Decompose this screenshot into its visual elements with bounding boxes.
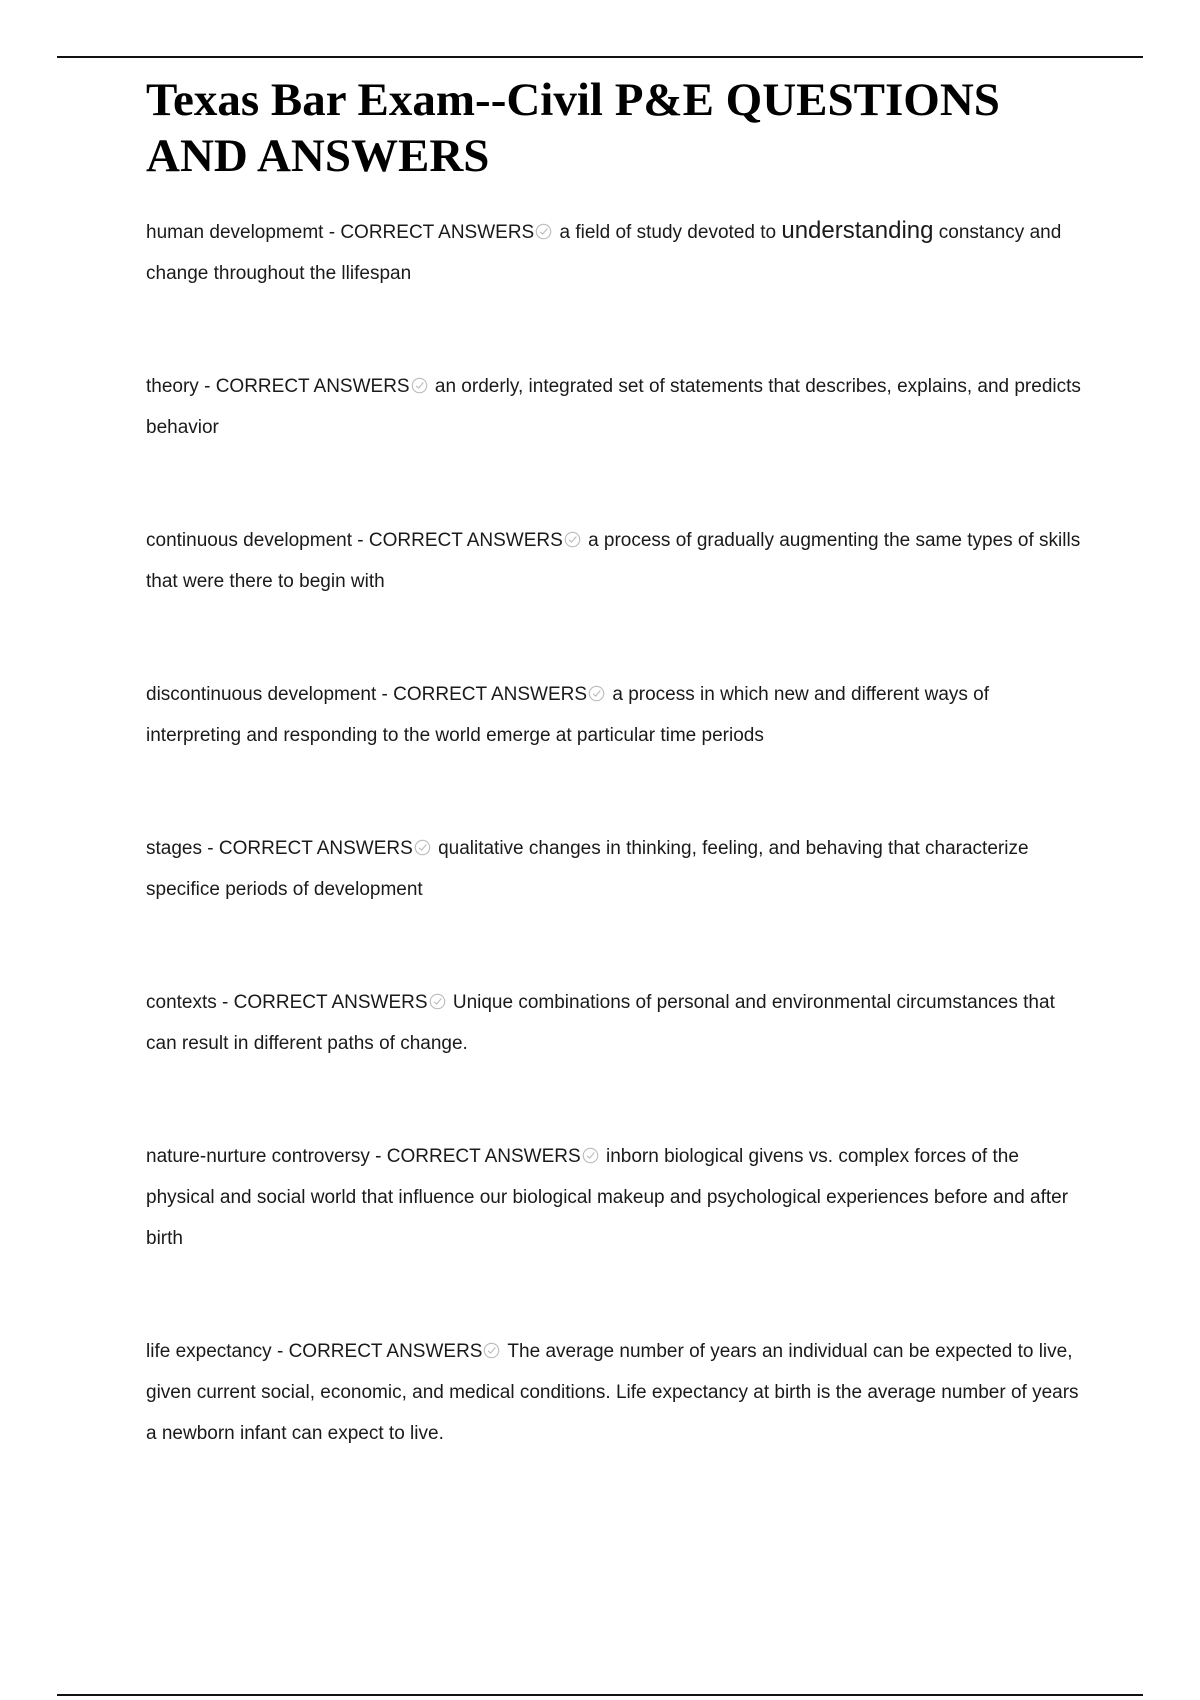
definition: qualitative changes in thinking, feeling, and behaving that characterize specifice periods of development — [146, 838, 1029, 900]
definition-emphasis: understanding — [781, 217, 934, 244]
definition: a process of gradually augmenting the same types of skills that were there to begin with — [146, 530, 1081, 592]
qa-entry — [146, 982, 1086, 1064]
answer-marker: CORRECT ANSWERS — [233, 992, 428, 1013]
answer-marker: CORRECT ANSWERS — [386, 1146, 581, 1167]
check-circle-icon — [564, 531, 581, 548]
term: continuous development — [146, 530, 352, 551]
term: human developmemt — [146, 222, 324, 243]
separator: - — [201, 838, 219, 859]
check-circle-icon — [535, 223, 552, 240]
separator: - — [216, 992, 234, 1013]
check-circle-icon — [429, 993, 446, 1010]
term: nature-nurture controversy — [146, 1146, 370, 1167]
qa-entry — [146, 1331, 1086, 1454]
qa-entry — [146, 520, 1086, 602]
answer-marker: CORRECT ANSWERS — [368, 530, 563, 551]
check-circle-icon — [582, 1147, 599, 1164]
answer-marker: CORRECT ANSWERS — [215, 376, 410, 397]
term: contexts — [146, 992, 217, 1013]
definition: inborn biological givens vs. complex forces of the physical and social world that influence our biological makeup and psychological experiences before and after birth — [146, 1146, 1069, 1249]
separator: - — [351, 530, 369, 551]
qa-entry — [146, 366, 1086, 448]
definition: The average number of years an individual can be expected to live, given current social, economic, and medical conditions. Life expectancy at birth is the average number of years a newborn infant can expect to live. — [146, 1341, 1079, 1444]
page-title: Texas Bar Exam--Civil P&E QUESTIONS AND ANSWERS — [146, 74, 1000, 182]
document-body — [146, 72, 1086, 1526]
definition: Unique combinations of personal and environmental circumstances that can result in different paths of change. — [146, 992, 1055, 1054]
check-circle-icon — [588, 685, 605, 702]
check-circle-icon — [411, 377, 428, 394]
definition: an orderly, integrated set of statements that describes, explains, and predicts behavior — [146, 376, 1081, 438]
bottom-divider — [57, 1694, 1143, 1696]
answer-marker: CORRECT ANSWERS — [218, 838, 413, 859]
qa-entry — [146, 1136, 1086, 1259]
definition: a process in which new and different ways of interpreting and responding to the world emerge at particular time periods — [146, 684, 990, 746]
check-circle-icon — [483, 1342, 500, 1359]
answer-marker: CORRECT ANSWERS — [340, 222, 535, 243]
definition: constancy and change throughout the llifespan — [146, 222, 1062, 284]
qa-entry — [146, 828, 1086, 910]
separator: - — [376, 684, 394, 705]
separator: - — [271, 1341, 289, 1362]
separator: - — [198, 376, 216, 397]
top-divider — [57, 56, 1143, 58]
definition: a field of study devoted to — [559, 222, 777, 243]
term: stages — [146, 838, 202, 859]
check-circle-icon — [414, 839, 431, 856]
separator: - — [369, 1146, 387, 1167]
qa-entry — [146, 674, 1086, 756]
term: discontinuous development — [146, 684, 377, 705]
separator: - — [323, 222, 341, 243]
term: theory — [146, 376, 199, 397]
term: life expectancy — [146, 1341, 272, 1362]
qa-entry — [146, 210, 1086, 294]
answer-marker: CORRECT ANSWERS — [393, 684, 588, 705]
answer-marker: CORRECT ANSWERS — [288, 1341, 483, 1362]
